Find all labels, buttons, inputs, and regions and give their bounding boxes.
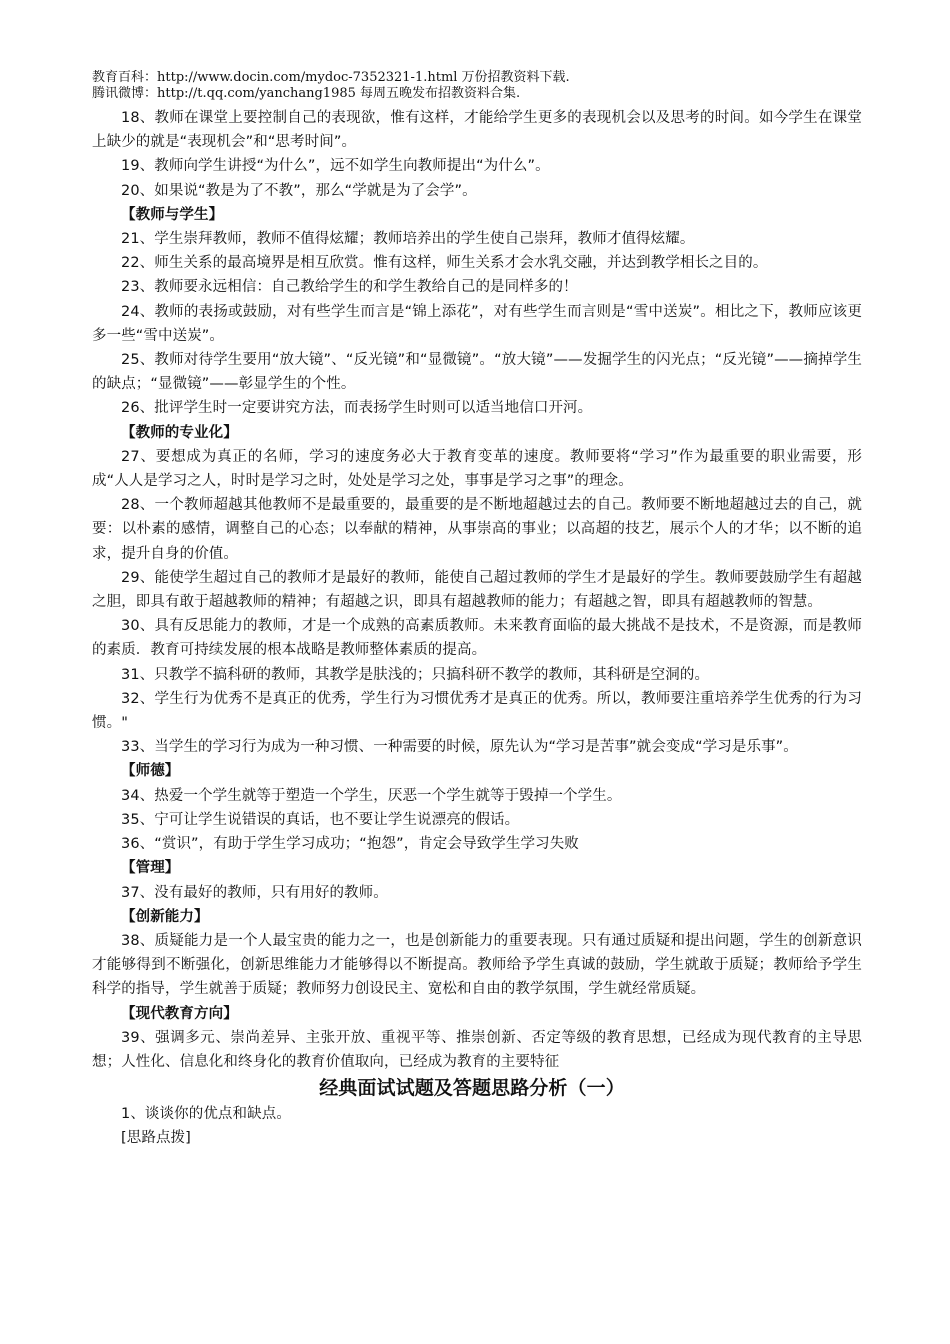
heading-management: 【管理】 <box>121 860 180 877</box>
interview-question-1: 1、谈谈你的优点和缺点。 <box>121 1106 291 1123</box>
heading-modern-education: 【现代教育方向】 <box>121 1005 238 1022</box>
heading-professional: 【教师的专业化】 <box>121 424 238 441</box>
paragraph-23: 23、教师要永远相信：自己教给学生的和学生教给自己的是同样多的！ <box>121 279 578 296</box>
paragraph-25: 25、教师对待学生要用“放大镜”、“反光镜”和“显微镜”。“放大镜”——发掘学生的闪光点；“反光镜”——摘掉学生的缺点；“显微镜”——彰显学生的个性。 <box>92 352 862 393</box>
heading-innovation: 【创新能力】 <box>121 908 209 925</box>
paragraph-31: 31、只教学不搞科研的教师，其教学是肤浅的；只搞科研不教学的教师，其科研是空洞的。 <box>121 666 710 683</box>
paragraph-26: 26、批评学生时一定要讲究方法，而表扬学生时则可以适当地信口开河。 <box>121 400 593 417</box>
document-body <box>92 106 862 1151</box>
interview-hint: [思路点拨] <box>121 1130 191 1147</box>
paragraph-20: 20、如果说“教是为了不教”，那么“学就是为了会学”。 <box>121 182 477 199</box>
paragraph-39: 39、强调多元、崇尚差异、主张开放、重视平等、推崇创新、否定等级的教育思想，已经成为现代教育的主导思想；人性化、信息化和终身化的教育价值取向，已经成为教育的主要特征 <box>92 1029 862 1070</box>
page-header <box>92 70 570 102</box>
paragraph-29: 29、能使学生超过自己的教师才是最好的教师，能使自己超过教师的学生才是最好的学生。教师要鼓励学生有超越之胆，即具有敢于超越教师的精神；有超越之识，即具有超越教师的能力；有超越之智，即具有超越教师的智慧。 <box>92 569 862 611</box>
paragraph-21: 21、学生崇拜教师，教师不值得炫耀；教师培养出的学生使自己崇拜，教师才值得炫耀。 <box>121 231 695 248</box>
paragraph-24: 24、教师的表扬或鼓励，对有些学生而言是“锦上添花”，对有些学生而言则是“雪中送炭”。相比之下，教师应该更多一些“雪中送炭”。 <box>92 303 862 344</box>
header-line-weibo: 腾讯微博：http://t.qq.com/yanchang1985 每周五晚发布招教资料合集. <box>92 86 521 101</box>
paragraph-35: 35、宁可让学生说错误的真话，也不要让学生说漂亮的假话。 <box>121 811 520 828</box>
paragraph-27: 27、要想成为真正的名师，学习的速度务必大于教育变革的速度。教师要将“学习”作为最重要的职业需要，形成“人人是学习之人，时时是学习之时，处处是学习之处，事事是学习之事”的理念。 <box>92 448 862 490</box>
header-line-docin: 教育百科：http://www.docin.com/mydoc-7352321-1.html 万份招教资料下载. <box>92 70 570 85</box>
paragraph-30: 30、具有反思能力的教师，才是一个成熟的高素质教师。未来教育面临的最大挑战不是技术，不是资源，而是教师的素质．教育可持续发展的根本战略是教师整体素质的提高。 <box>92 618 862 659</box>
paragraph-22: 22、师生关系的最高境界是相互欣赏。惟有这样，师生关系才会水乳交融，并达到教学相长之目的。 <box>121 255 768 272</box>
heading-ethics: 【师德】 <box>121 763 180 780</box>
paragraph-34: 34、热爱一个学生就等于塑造一个学生，厌恶一个学生就等于毁掉一个学生。 <box>121 787 622 804</box>
paragraph-38: 38、质疑能力是一个人最宝贵的能力之一，也是创新能力的重要表现。只有通过质疑和提出问题，学生的创新意识才能够得到不断强化，创新思维能力才能够得以不断提高。教师给予学生真诚的鼓励，学生就敢于质疑；教师给予学生科学的指导，学生就善于质疑；教师努力创设民主、宽松和自由的教学氛围，学生就经常质疑。 <box>92 932 862 998</box>
section-title: 经典面试试题及答题思路分析（一） <box>319 1077 625 1100</box>
paragraph-37: 37、没有最好的教师，只有用好的教师。 <box>121 884 388 901</box>
paragraph-33: 33、当学生的学习行为成为一种习惯、一种需要的时候，原先认为“学习是苦事”就会变成“学习是乐事”。 <box>121 739 798 756</box>
heading-teacher-student: 【教师与学生】 <box>121 206 224 223</box>
paragraph-18: 18、教师在课堂上要控制自己的表现欲，惟有这样，才能给学生更多的表现机会以及思考的时间。如今学生在课堂上缺少的就是“表现机会”和“思考时间”。 <box>92 110 862 151</box>
paragraph-36: 36、“赏识”，有助于学生学习成功；“抱怨”，肯定会导致学生学习失败 <box>121 836 579 853</box>
paragraph-19: 19、教师向学生讲授“为什么”，远不如学生向教师提出“为什么”。 <box>121 158 550 175</box>
paragraph-28: 28、一个教师超越其他教师不是最重要的，最重要的是不断地超越过去的自己。教师要不断地超越过去的自己，就要：以朴素的感情，调整自己的心态；以奉献的精神，从事崇高的事业；以高超的技艺，展示个人的才华；以不断的追求，提升自身的价值。 <box>92 497 862 562</box>
paragraph-32: 32、学生行为优秀不是真正的优秀，学生行为习惯优秀才是真正的优秀。所以，教师要注重培养学生优秀的行为习惯。" <box>92 690 862 732</box>
